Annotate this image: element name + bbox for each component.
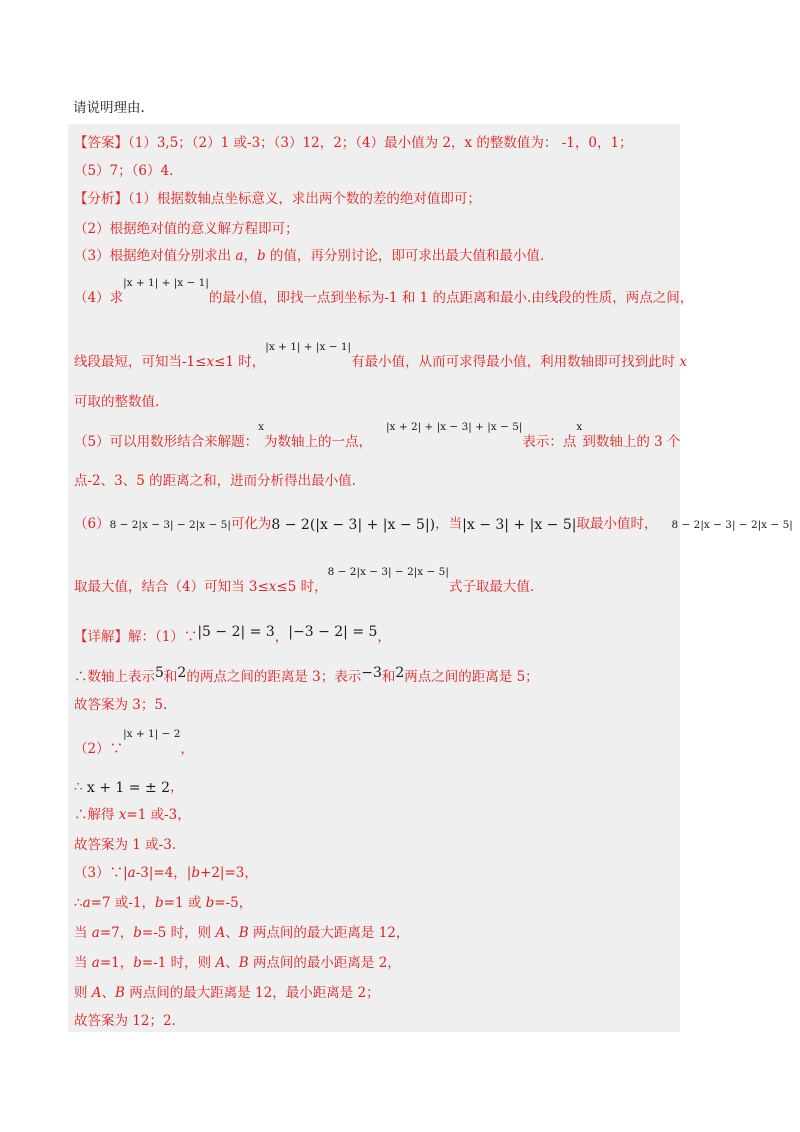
formula-abs-2: |−3 − 2| = 5 bbox=[288, 623, 378, 640]
detail-line-13 bbox=[74, 1012, 176, 1030]
var-B: B bbox=[115, 985, 125, 1001]
text: ， bbox=[180, 741, 194, 757]
var-b: b bbox=[133, 925, 142, 941]
num-2: 2 bbox=[177, 665, 187, 681]
var-A: A bbox=[215, 955, 226, 971]
formula-expr-5: 8 − 2|x − 3| − 2|x − 5| bbox=[327, 565, 449, 578]
text: 故答案为 1 或-3. bbox=[74, 837, 177, 853]
text: =-5， bbox=[214, 895, 253, 911]
text: =1 或 bbox=[163, 895, 206, 911]
detail-line-3 bbox=[74, 696, 167, 714]
text: ， bbox=[243, 248, 257, 264]
text: 、 bbox=[225, 955, 239, 971]
detail-line-1 bbox=[74, 623, 391, 647]
analysis-line-6 bbox=[74, 393, 159, 411]
answer-line-2 bbox=[74, 162, 173, 180]
formula-abs-1: |5 − 2| = 3 bbox=[197, 623, 275, 640]
analysis-line-4 bbox=[74, 276, 694, 308]
var-x: x bbox=[118, 807, 127, 823]
text: 取最大值，结合（4）可知当 3≤ bbox=[74, 579, 269, 595]
detail-line-2 bbox=[74, 665, 539, 686]
analysis-line-5 bbox=[74, 340, 687, 372]
text: （3）根据绝对值分别求出 bbox=[74, 248, 236, 264]
answer-text-2: （5）7；（6）4. bbox=[74, 163, 174, 179]
analysis-line-2 bbox=[74, 220, 299, 238]
text: 两点间的最小距离是 2， bbox=[248, 955, 401, 971]
text: 的两点之间的距离是 3；表示 bbox=[186, 669, 362, 685]
answer-tag: 【答案】 bbox=[74, 135, 128, 151]
analysis-tag: 【分析】 bbox=[74, 191, 128, 207]
detail-line-10 bbox=[74, 924, 409, 942]
text: ∴ bbox=[74, 779, 87, 795]
var-x: x bbox=[206, 354, 215, 370]
text: -3|=4，| bbox=[135, 865, 192, 881]
text: ，当 bbox=[435, 516, 463, 532]
detail-line-9 bbox=[74, 894, 252, 912]
num-2: 2 bbox=[395, 665, 405, 681]
detail-line-5 bbox=[74, 778, 184, 797]
num-5: 5 bbox=[155, 665, 164, 681]
analysis-line-3 bbox=[74, 247, 544, 265]
formula-expr-4: 8 − 2|x − 3| − 2|x − 5| bbox=[671, 518, 793, 531]
text: （4）求 bbox=[74, 290, 124, 306]
var-a: a bbox=[235, 248, 244, 264]
text: =7， bbox=[99, 925, 134, 941]
text: 可取的整数值. bbox=[74, 394, 160, 410]
formula-expr-2: 8 − 2(|x − 3| + |x − 5|) bbox=[271, 516, 436, 533]
var-x: x bbox=[258, 420, 265, 433]
analysis-line-7 bbox=[74, 420, 681, 452]
var-B: B bbox=[238, 925, 249, 941]
text: 有最小值，从而可求得最小值，利用数轴即可找到此时 bbox=[351, 354, 680, 370]
var-b: b bbox=[191, 865, 201, 881]
formula-abs-eq: |x + 1| − 2 bbox=[123, 727, 181, 740]
text: （6） bbox=[74, 516, 110, 532]
var-b: b bbox=[155, 895, 164, 911]
answer-line-1 bbox=[74, 134, 633, 152]
text: +2|=3， bbox=[200, 865, 258, 881]
analysis-p1: （1）根据数轴点坐标意义，求出两个数的差的绝对值即可； bbox=[128, 191, 481, 207]
text: （3）∵| bbox=[74, 865, 128, 881]
formula-abs-sum-1: |x + 1| + |x − 1| bbox=[123, 276, 209, 289]
text: ， bbox=[274, 629, 289, 645]
text: 当 bbox=[74, 955, 92, 971]
text: 的值，再分别讨论，即可求出最大值和最小值. bbox=[265, 248, 545, 264]
analysis-line-9 bbox=[74, 515, 793, 534]
detail-line-4 bbox=[74, 727, 194, 759]
text: 、 bbox=[101, 985, 116, 1001]
text: ∴数轴上表示 bbox=[74, 669, 155, 685]
text: 故答案为 12；2. bbox=[74, 1013, 176, 1029]
text: 当 bbox=[74, 925, 92, 941]
text: 故答案为 3；5. bbox=[74, 697, 168, 713]
var-b: b bbox=[256, 248, 266, 264]
text: ， bbox=[377, 629, 391, 645]
text: ≤1 时， bbox=[214, 354, 266, 370]
text: 线段最短，可知当-1≤ bbox=[74, 354, 207, 370]
text: 两点间的最大距离是 12，最小距离是 2； bbox=[124, 985, 380, 1001]
var-A: A bbox=[215, 925, 226, 941]
var-b: b bbox=[133, 955, 142, 971]
var-x: x bbox=[576, 420, 583, 433]
text: 可化为 bbox=[230, 516, 272, 532]
text: 取最小值时， bbox=[576, 516, 658, 532]
text: 解：（1）∵ bbox=[128, 629, 198, 645]
formula-three-abs: |x + 2| + |x − 3| + |x − 5| bbox=[386, 420, 523, 433]
text: （5）可以用数形结合来解题： bbox=[74, 434, 259, 450]
var-A: A bbox=[91, 985, 102, 1001]
detail-line-8 bbox=[74, 864, 258, 882]
var-a: a bbox=[91, 955, 100, 971]
analysis-line-10 bbox=[74, 565, 535, 597]
text: 为数轴上的一点， bbox=[264, 434, 373, 450]
num-minus-3: −3 bbox=[361, 665, 382, 681]
text: ∴ bbox=[74, 895, 83, 911]
answer-text-1: （1）3,5；（2）1 或-3；（3）12，2；（4）最小值为 2，x 的整数值为： -1，0，1； bbox=[128, 135, 633, 151]
var-a: a bbox=[91, 925, 100, 941]
detail-line-6 bbox=[74, 806, 191, 824]
text: （2）∵ bbox=[74, 741, 124, 757]
text: ∴解得 bbox=[74, 807, 119, 823]
detail-tag: 【详解】 bbox=[74, 629, 128, 645]
detail-line-11 bbox=[74, 954, 401, 972]
text: 的最小值，即找一点到坐标为-1 和 1 的点距离和最小.由线段的性质，两点之间， bbox=[208, 290, 694, 306]
detail-line-7 bbox=[74, 836, 176, 854]
formula-expr-3: |x − 3| + |x − 5| bbox=[462, 516, 577, 533]
text: 两点间的最大距离是 12， bbox=[248, 925, 410, 941]
text: 、 bbox=[225, 925, 239, 941]
var-a: a bbox=[127, 865, 136, 881]
text: ≤5 时， bbox=[276, 579, 328, 595]
detail-line-12 bbox=[74, 984, 380, 1002]
analysis-line-8 bbox=[74, 472, 356, 490]
text: 式子取最大值. bbox=[448, 579, 535, 595]
text: 两点之间的距离是 5； bbox=[404, 669, 539, 685]
intro-text: 请说明理由. bbox=[73, 100, 145, 116]
text: =1， bbox=[99, 955, 134, 971]
text: =-5 时，则 bbox=[141, 925, 216, 941]
text: 则 bbox=[74, 985, 92, 1001]
text: =7 或-1， bbox=[90, 895, 155, 911]
text: 表示：点 bbox=[522, 434, 577, 450]
text: 和 bbox=[163, 669, 178, 685]
var-B: B bbox=[238, 955, 249, 971]
analysis-line-1 bbox=[74, 190, 481, 208]
var-x: x bbox=[679, 354, 687, 370]
var-x: x bbox=[268, 579, 277, 595]
text: 点-2、3、5 的距离之和，进而分析得出最小值. bbox=[74, 473, 356, 489]
text: =-1 时，则 bbox=[141, 955, 216, 971]
text: 和 bbox=[381, 669, 396, 685]
analysis-p2: （2）根据绝对值的意义解方程即可； bbox=[74, 221, 299, 237]
formula-abs-sum-2: |x + 1| + |x − 1| bbox=[265, 340, 352, 353]
formula-pm: x + 1 = ± 2 bbox=[86, 779, 171, 796]
text: =1 或-3， bbox=[126, 807, 191, 823]
text: ， bbox=[170, 779, 184, 795]
formula-expr-1: 8 − 2|x − 3| − 2|x − 5| bbox=[109, 518, 231, 531]
text: 到数轴上的 3 个 bbox=[582, 434, 681, 450]
var-b: b bbox=[205, 895, 215, 911]
var-a: a bbox=[82, 895, 91, 911]
